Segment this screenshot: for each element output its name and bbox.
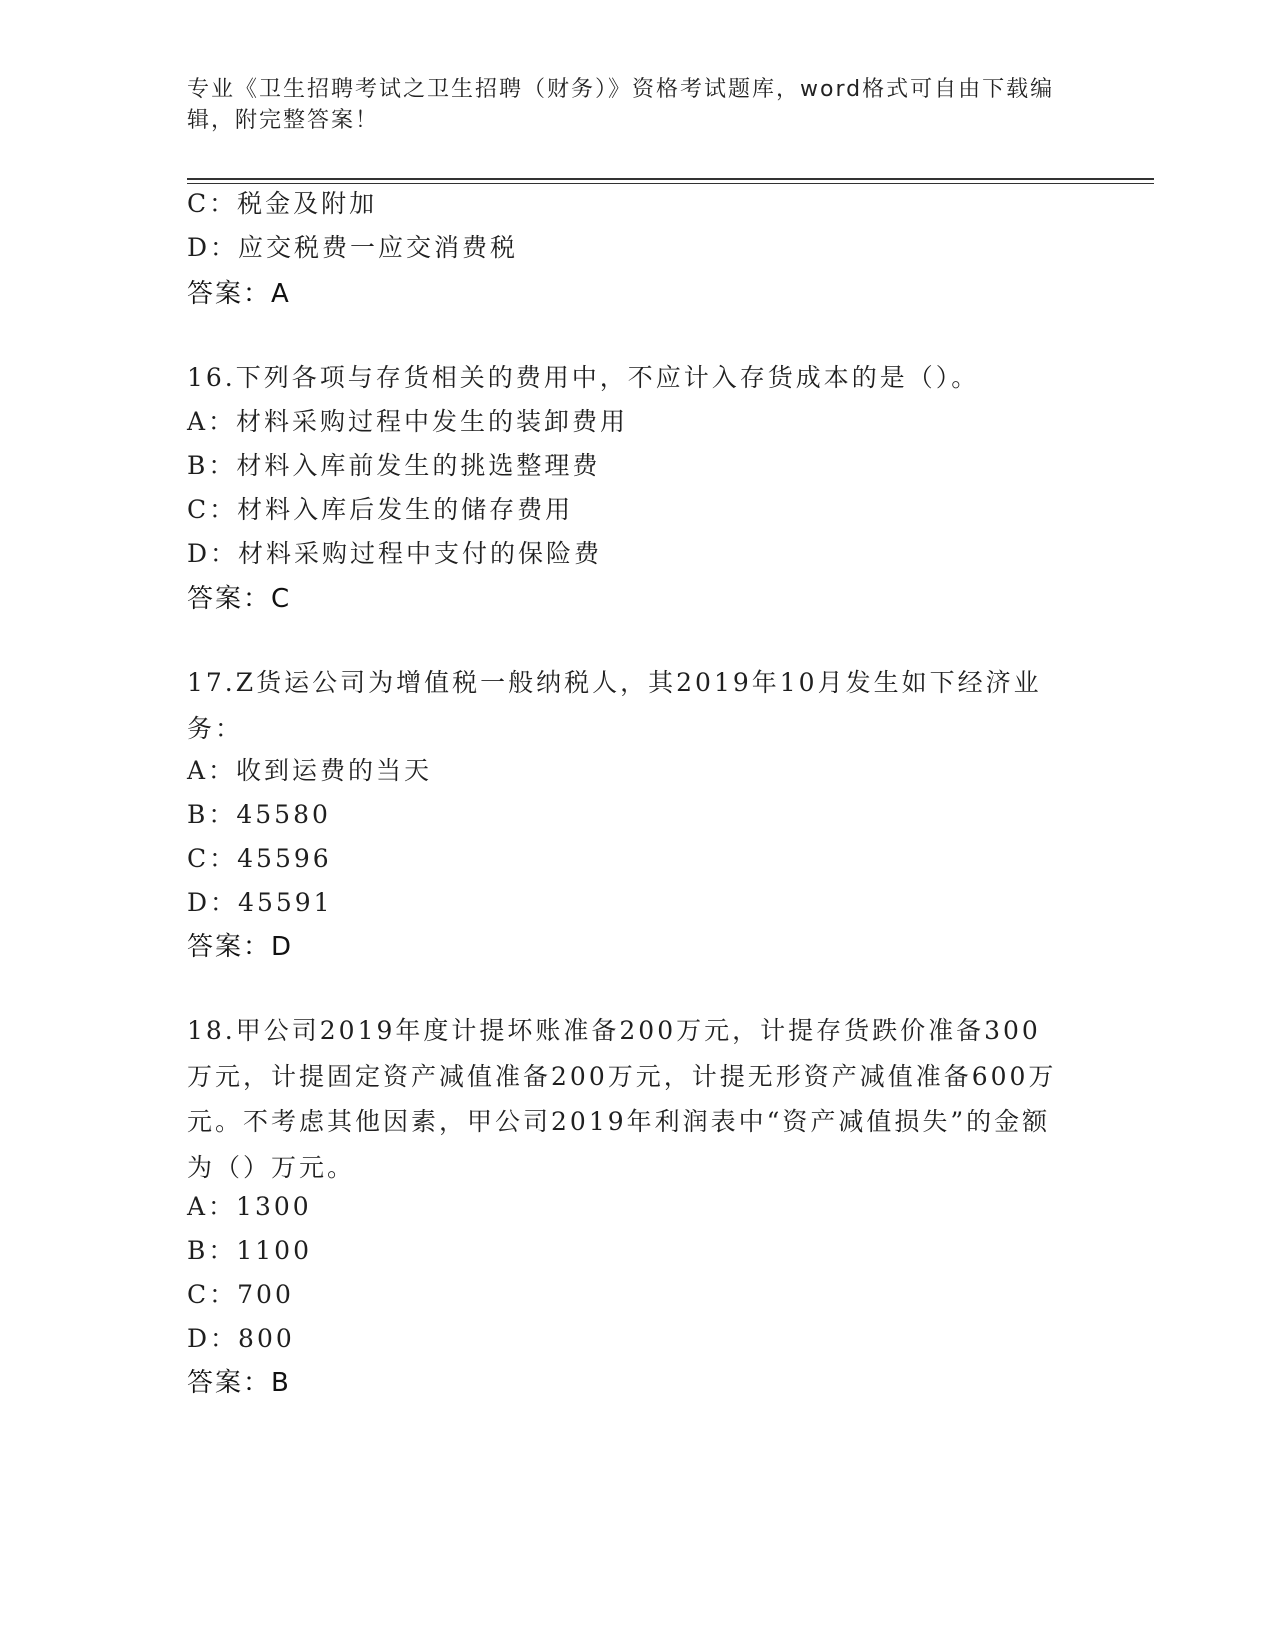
question-18-option-b: B：1100 [187,1236,312,1265]
question-18-option-a: A：1300 [187,1192,312,1221]
page-header: 专业《卫生招聘考试之卫生招聘（财务）》资格考试题库，word格式可自由下载编辑，附完整答案！ [187,77,1055,133]
question-18-text: 18.甲公司2019年度计提坏账准备200万元，计提存货跌价准备300万元，计提固定资产减值准备200万元，计提无形资产减值准备600万元。不考虑其他因素，甲公司2019年利润表中“资产减值损失”的金额为（）万元。 [187,1016,1057,1182]
question-17-option-d: D：45591 [187,888,333,917]
question-17-text: 17.Z货运公司为增值税一般纳税人，其2019年10月发生如下经济业务： [187,668,1042,743]
answer-line: 答案：A [187,279,291,309]
question-17-option-a: A：收到运费的当天 [187,756,433,785]
question-17-answer: 答案：D [187,932,294,962]
question-16-text: 16.下列各项与存货相关的费用中，不应计入存货成本的是（）。 [187,363,980,392]
question-16-option-c: C：材料入库后发生的储存费用 [187,495,574,524]
question-17-option-b: B：45580 [187,800,331,829]
question-17-option-c: C：45596 [187,844,332,873]
question-18-option-c: C：700 [187,1280,294,1309]
question-16-option-a: A：材料采购过程中发生的装卸费用 [187,407,629,436]
question-18-option-d: D：800 [187,1324,295,1353]
question-16-answer: 答案：C [187,584,292,614]
header-rule-thick [187,178,1154,180]
question-18-answer: 答案：B [187,1368,291,1398]
question-16-option-d: D：材料采购过程中支付的保险费 [187,539,603,568]
option-c: C：税金及附加 [187,189,378,218]
question-16-option-b: B：材料入库前发生的挑选整理费 [187,451,601,480]
option-d: D：应交税费一应交消费税 [187,233,519,262]
